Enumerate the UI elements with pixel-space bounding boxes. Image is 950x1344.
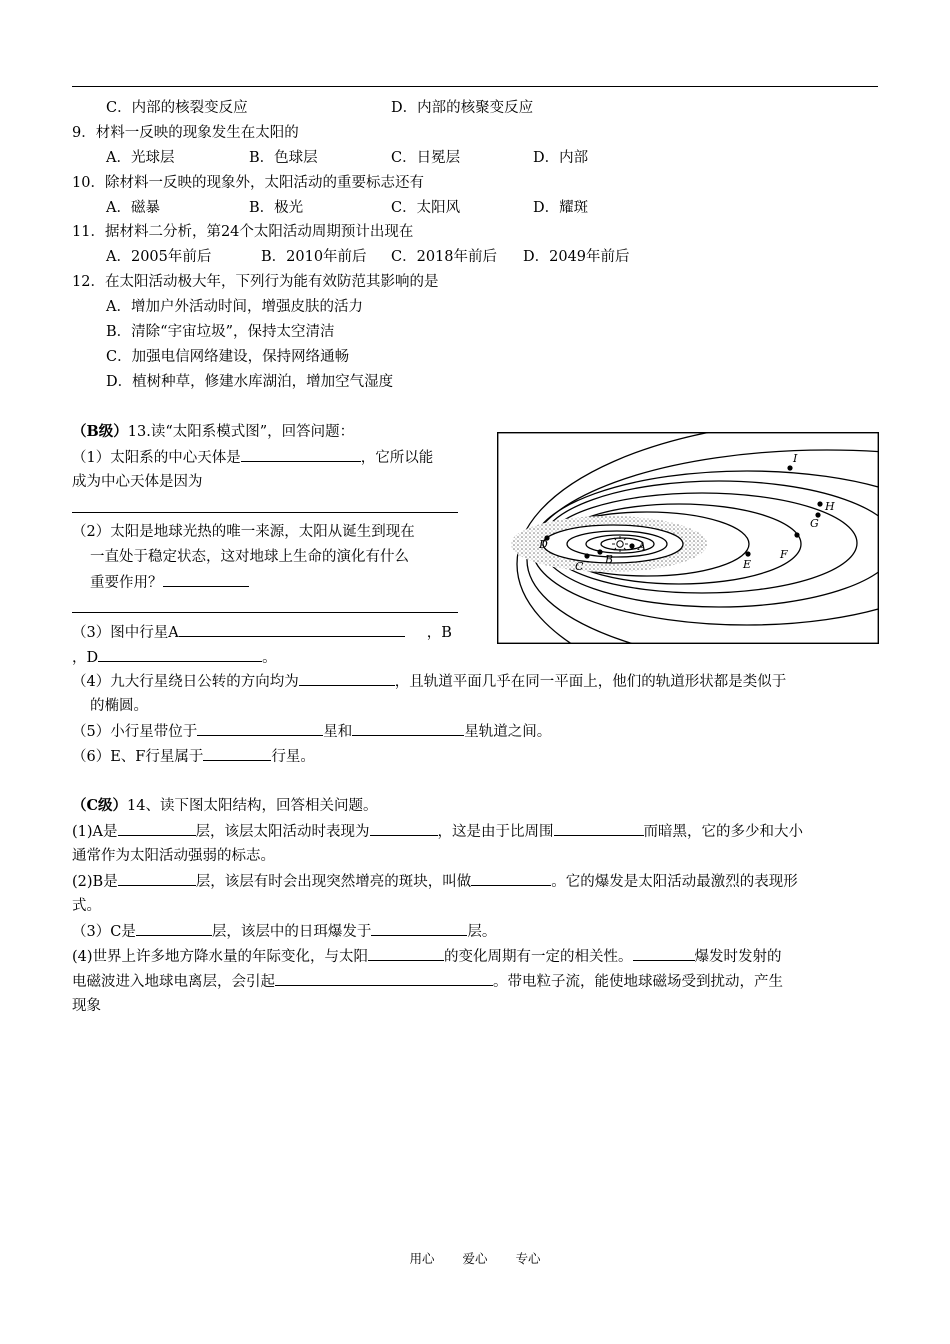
- planet-b-label: B: [605, 553, 614, 566]
- q14-p1-cont: 通常作为太阳活动强弱的标志。: [72, 848, 275, 864]
- planet-c: [584, 553, 589, 558]
- q12-stem: 12．在太阳活动极大年，下列行为能有效防范其影响的是: [72, 274, 439, 290]
- q14-p4-text-c: 爆发时发射的: [694, 949, 782, 965]
- q13-part3-line1: [72, 622, 452, 643]
- q14-part3: [72, 921, 496, 942]
- q13-part5: [72, 721, 551, 742]
- planet-b: [597, 549, 602, 554]
- q13-p1-text-b: ，它所以能: [360, 450, 434, 466]
- header-rule: [72, 86, 878, 87]
- q13-header: [72, 422, 354, 442]
- q13-p4-text-b: ，且轨道平面几乎在同一平面上，他们的轨道形状都是类似于: [394, 674, 787, 690]
- q13-part1: [72, 447, 433, 468]
- q13-p6-text: （6）E、F行星属于: [72, 749, 204, 765]
- q12-option-a: A．增加户外活动时间，增强皮肤的活力: [106, 299, 363, 315]
- q14-p1-blank-b[interactable]: [370, 821, 438, 836]
- q13-p5-blank-b[interactable]: [352, 721, 464, 736]
- planet-a-label: A: [638, 540, 646, 553]
- q14-p2-text-b: 层，该层有时会出现突然增亮的斑块，叫做: [195, 874, 472, 890]
- q14-p4-text-b: 的变化周期有一定的相关性。: [444, 949, 633, 965]
- q13-p5-text: （5）小行星带位于: [72, 724, 198, 740]
- q9-option-d: D．内部: [533, 150, 589, 166]
- q14-p4-blank-b[interactable]: [633, 946, 695, 961]
- q11-option-b: B．2010年前后: [261, 249, 367, 265]
- q11-option-c: C．2018年前后: [391, 249, 497, 265]
- planet-a: [629, 543, 634, 548]
- q12-option-c: C．加强电信网络建设，保持网络通畅: [106, 349, 350, 365]
- q14-p3-text-b: 层，该层中的日珥爆发于: [211, 924, 372, 940]
- q14-p3-text-c: 层。: [467, 924, 497, 940]
- q14-part2: [72, 871, 798, 892]
- q14-p4-line2: [72, 971, 783, 992]
- q13-p4-text: （4）九大行星绕日公转的方向均为: [72, 674, 299, 690]
- q11-stem: 11．据材料二分析，第24个太阳活动周期预计出现在: [72, 224, 414, 240]
- q12-option-d: D．植树种草，修建水库湖泊，增加空气湿度: [106, 374, 394, 390]
- q13-part6: [72, 746, 315, 767]
- q13-p1-answer-line[interactable]: [72, 512, 458, 513]
- q10-stem: 10．除材料一反映的现象外，太阳活动的重要标志还有: [72, 175, 424, 191]
- q13-p2-line1: （2）太阳是地球光热的唯一来源，太阳从诞生到现在: [72, 524, 415, 540]
- planet-h: [817, 501, 822, 506]
- q14-header: [72, 796, 378, 816]
- q14-p2-text-c: 。它的爆发是太阳活动最激烈的表现形: [551, 874, 798, 890]
- q9-option-a: A．光球层: [106, 150, 175, 166]
- planet-f-label: F: [780, 548, 788, 561]
- page-footer: 用心 爱心 专心: [409, 1251, 541, 1266]
- q9-option-b: B．色球层: [249, 150, 318, 166]
- q13-p3-blank-a[interactable]: [179, 622, 405, 637]
- q13-stem: 13.读“太阳系模式图”，回答问题：: [127, 424, 355, 440]
- planet-i: [787, 465, 792, 470]
- q14-p3-blank-b[interactable]: [371, 921, 467, 936]
- q14-p4-text: (4)世界上许多地方降水量的年际变化，与太阳: [72, 949, 369, 965]
- planet-e-label: E: [743, 558, 752, 571]
- q14-p3-blank-a[interactable]: [136, 921, 212, 936]
- q13-p6-blank[interactable]: [203, 746, 271, 761]
- q13-p6-text-b: 行星。: [271, 749, 315, 765]
- q10-option-d: D．耀斑: [533, 200, 589, 216]
- q13-p3-text-c: ，D: [72, 650, 99, 666]
- q14-p1-text-c: ，这是由于比周围: [437, 824, 554, 840]
- q14-p4-text-e: 。带电粒子流，能使地球磁场受到扰动，产生: [493, 974, 783, 990]
- q14-part1: [72, 821, 803, 842]
- q14-p2-blank-a[interactable]: [118, 871, 196, 886]
- q14-p1-blank-a[interactable]: [118, 821, 196, 836]
- q13-p3-blank-d[interactable]: [98, 647, 262, 662]
- planet-e: [745, 551, 750, 556]
- q13-p5-blank-a[interactable]: [197, 721, 323, 736]
- planet-d-label: D: [539, 538, 548, 551]
- q14-p2-cont: 式。: [72, 898, 101, 914]
- q13-p4-cont: 的椭圆。: [90, 698, 148, 714]
- q13-p1-blank[interactable]: [241, 447, 361, 462]
- q10-option-b: B．极光: [249, 200, 304, 216]
- q13-part4: [72, 671, 786, 692]
- q14-p4-blank-a[interactable]: [368, 946, 444, 961]
- q14-level: （C级）: [72, 797, 128, 814]
- q14-p2-text: (2)B是: [72, 874, 118, 890]
- q14-p3-text: （3）C是: [72, 924, 136, 940]
- planet-c-label: C: [575, 560, 584, 573]
- q14-p4-text-d: 电磁波进入地球电离层，会引起: [72, 974, 275, 990]
- q13-p5-text-c: 星轨道之间。: [464, 724, 552, 740]
- q14-p1-text-d: 而暗黑，它的多少和大小: [643, 824, 804, 840]
- q13-p2-text: 重要作用？: [90, 575, 163, 591]
- solar-system-diagram: [497, 432, 879, 644]
- q9-stem: 9．材料一反映的现象发生在太阳的: [72, 125, 299, 141]
- solar-system-svg: [497, 432, 879, 644]
- q11-option-a: A．2005年前后: [106, 249, 212, 265]
- q10-option-c: C．太阳风: [391, 200, 461, 216]
- q13-p1-cont: 成为中心天体是因为: [72, 474, 203, 490]
- q13-p3-text-d: 。: [262, 650, 277, 666]
- q12-option-b: B．清除“宇宙垃圾”，保持太空清洁: [106, 324, 335, 340]
- q14-p1-blank-c[interactable]: [554, 821, 644, 836]
- planet-i-label: I: [793, 452, 798, 465]
- q13-level: （B级）: [72, 423, 128, 440]
- q13-p3-text: （3）图中行星A: [72, 625, 179, 641]
- q13-p2-blank[interactable]: [163, 572, 249, 587]
- q8-option-c: C．内部的核裂变反应: [106, 100, 248, 116]
- q8-option-d: D．内部的核聚变反应: [391, 100, 534, 116]
- q14-part4: [72, 946, 782, 967]
- q9-option-c: C．日冕层: [391, 150, 461, 166]
- sun-icon: [612, 536, 628, 552]
- planet-f: [794, 532, 799, 537]
- q14-p1-text: (1)A是: [72, 824, 118, 840]
- planet-h-label: H: [825, 500, 835, 513]
- planet-g-label: G: [810, 517, 819, 530]
- q14-p4-blank-c[interactable]: [275, 971, 493, 986]
- q13-p3-text-b: ，B: [426, 625, 452, 641]
- q14-p1-text-b: 层，该层太阳活动时表现为: [195, 824, 370, 840]
- q13-p5-text-b: 星和: [323, 724, 353, 740]
- q10-option-a: A．磁暴: [106, 200, 160, 216]
- q13-p4-blank[interactable]: [299, 671, 395, 686]
- q14-p2-blank-b[interactable]: [471, 871, 551, 886]
- q14-stem: 14、读下图太阳结构，回答相关问题。: [127, 798, 378, 814]
- q13-p2-line2: 一直处于稳定状态，这对地球上生命的演化有什么: [90, 549, 409, 565]
- q11-option-d: D．2049年前后: [523, 249, 630, 265]
- q13-part3-line2: [72, 647, 277, 668]
- q13-p2-line3: [90, 572, 249, 593]
- q13-p1-text: （1）太阳系的中心天体是: [72, 450, 241, 466]
- q13-p2-answer-line[interactable]: [72, 612, 458, 613]
- q14-p4-line3: 现象: [72, 998, 101, 1014]
